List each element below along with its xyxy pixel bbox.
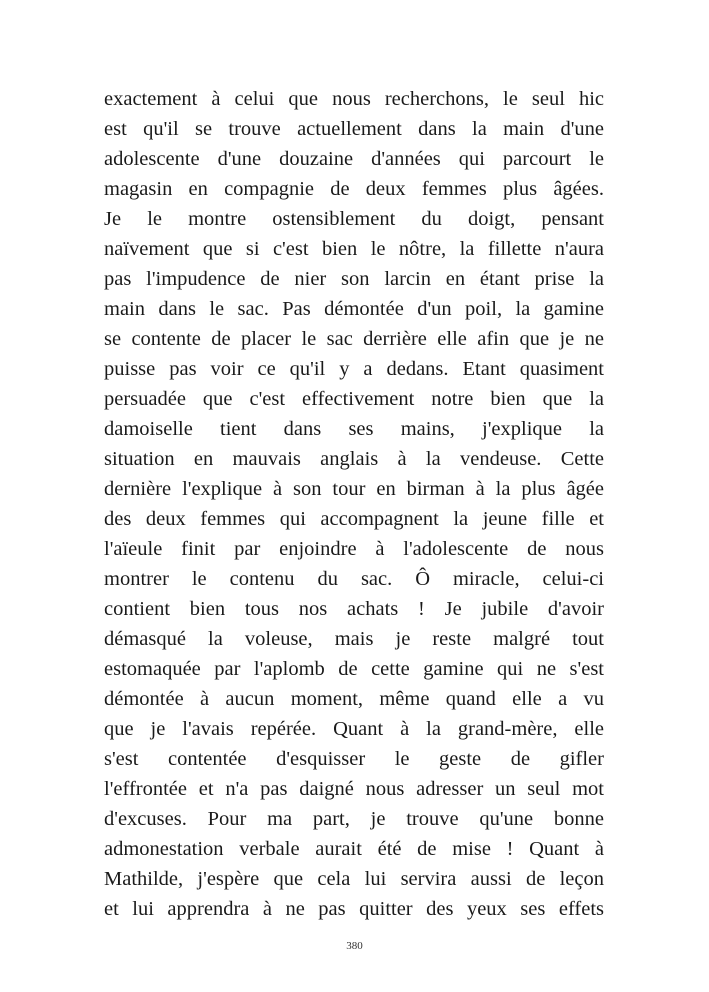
- text-line: est qu'il se trouve actuellement dans la main d'une: [104, 118, 604, 140]
- text-line: s'est contentée d'esquisser le geste de gifler: [104, 748, 604, 770]
- text-line: démontée à aucun moment, même quand elle a vu: [104, 688, 604, 710]
- text-line: puisse pas voir ce qu'il y a dedans. Etant quasiment: [104, 358, 604, 380]
- text-line: et lui apprendra à ne pas quitter des yeux ses effets: [104, 898, 604, 920]
- text-line: dernière l'explique à son tour en birman à la plus âgée: [104, 478, 604, 500]
- text-line: d'excuses. Pour ma part, je trouve qu'une bonne: [104, 808, 604, 830]
- body-text: [104, 84, 604, 924]
- page-number: 380: [346, 940, 363, 952]
- text-line: l'effrontée et n'a pas daigné nous adresser un seul mot: [104, 778, 604, 800]
- text-line: l'aïeule finit par enjoindre à l'adolescente de nous: [104, 538, 604, 560]
- text-line: adolescente d'une douzaine d'années qui parcourt le: [104, 148, 604, 170]
- text-line: persuadée que c'est effectivement notre bien que la: [104, 388, 604, 410]
- text-line: estomaquée par l'aplomb de cette gamine qui ne s'est: [104, 658, 604, 680]
- text-line: démasqué la voleuse, mais je reste malgré tout: [104, 628, 604, 650]
- text-line: Mathilde, j'espère que cela lui servira aussi de leçon: [104, 868, 604, 890]
- text-line: exactement à celui que nous recherchons, le seul hic: [104, 88, 604, 110]
- text-line: que je l'avais repérée. Quant à la grand-mère, elle: [104, 718, 604, 740]
- text-line: main dans le sac. Pas démontée d'un poil, la gamine: [104, 298, 604, 320]
- text-line: Je le montre ostensiblement du doigt, pensant: [104, 208, 604, 230]
- text-line: contient bien tous nos achats ! Je jubile d'avoir: [104, 598, 604, 620]
- text-line: admonestation verbale aurait été de mise ! Quant à: [104, 838, 604, 860]
- text-line: naïvement que si c'est bien le nôtre, la fillette n'aura: [104, 238, 604, 260]
- text-line: pas l'impudence de nier son larcin en étant prise la: [104, 268, 604, 290]
- text-line: montrer le contenu du sac. Ô miracle, celui-ci: [104, 568, 604, 590]
- text-line: damoiselle tient dans ses mains, j'explique la: [104, 418, 604, 440]
- text-line: situation en mauvais anglais à la vendeuse. Cette: [104, 448, 604, 470]
- text-line: des deux femmes qui accompagnent la jeune fille et: [104, 508, 604, 530]
- text-line: se contente de placer le sac derrière elle afin que je ne: [104, 328, 604, 350]
- text-line: magasin en compagnie de deux femmes plus âgées.: [104, 178, 604, 200]
